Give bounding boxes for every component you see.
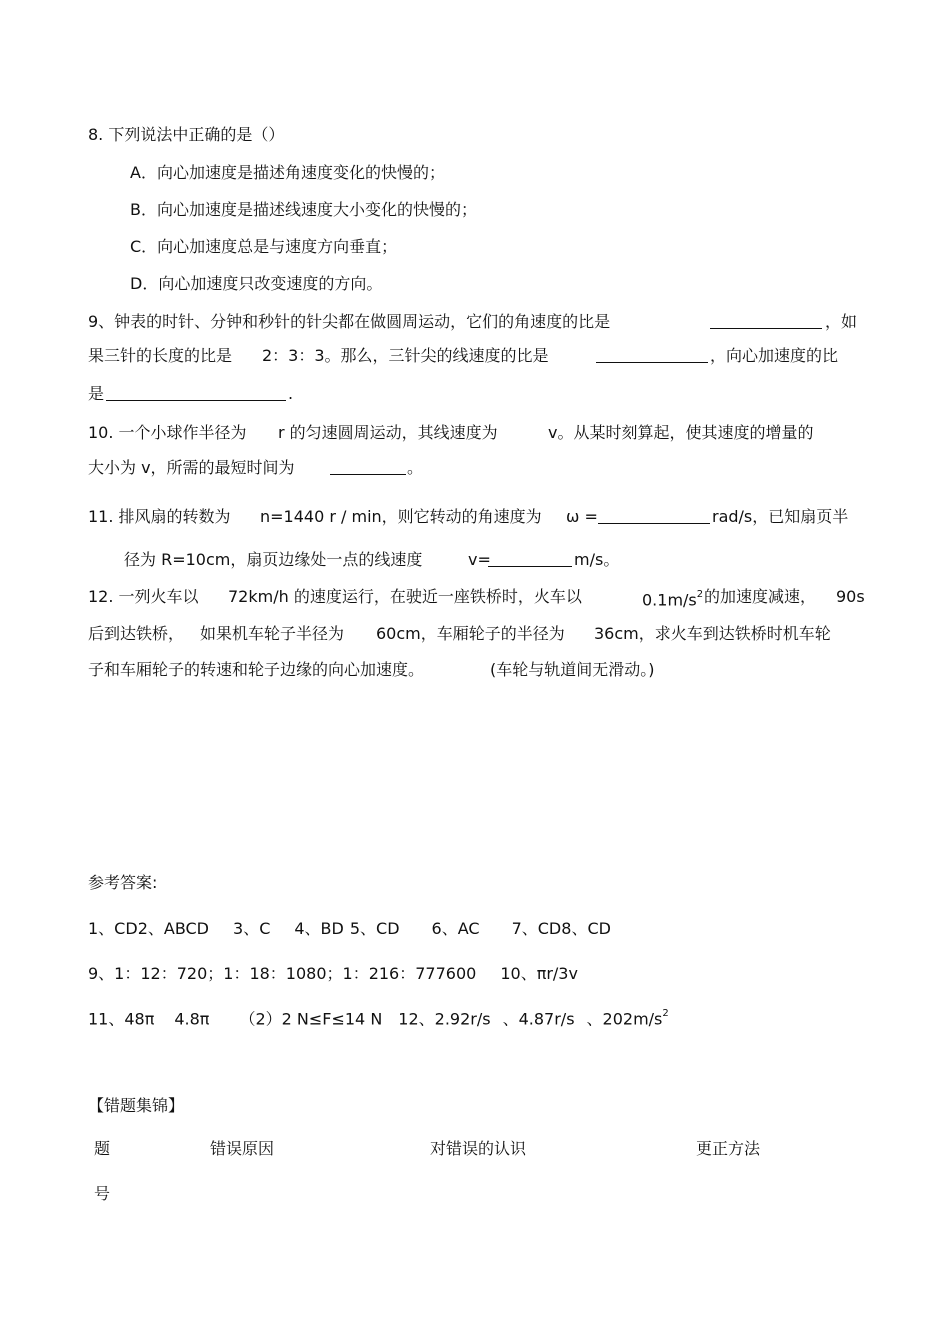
- answer-12c: 、202m/s: [586, 1009, 663, 1029]
- errors-header-correction: 更正方法: [696, 1139, 761, 1158]
- q12-line2-b: 如果机车轮子半径为: [200, 624, 345, 643]
- q10-line1-c: v。从某时刻算起，使其速度的增量的: [548, 423, 814, 442]
- q12-line2-a: 后到达铁桥，: [88, 624, 185, 643]
- answer-1: 1、CD: [88, 919, 138, 938]
- q12-line3-a: 子和车厢轮子的转速和轮子边缘的向心加速度。: [88, 660, 425, 679]
- q11-line1-a: 11. 排风扇的转数为: [88, 507, 231, 526]
- q11-line2-c: m/s。: [574, 550, 620, 569]
- q10-line1-a: 10. 一个小球作半径为: [88, 423, 247, 442]
- q11-line1-d: rad/s，已知扇页半: [712, 507, 849, 526]
- q12-line1-b: 72km/h 的速度运行，在驶近一座铁桥时，火车以: [228, 587, 582, 606]
- q12-line3-b: (车轮与轨道间无滑动。): [490, 660, 655, 679]
- q9-line1-end: ，如: [825, 312, 858, 331]
- errors-title: 【错题集锦】: [88, 1096, 185, 1115]
- q8-option-c: C．向心加速度总是与速度方向垂直；: [130, 237, 398, 256]
- q12-line1-e: 90s: [836, 587, 865, 606]
- answer-5: 5、CD: [349, 919, 400, 938]
- q12-line1-c: $0.1m/s^2$: [642, 589, 704, 610]
- q8-stem: 8. 下列说法中正确的是（）: [88, 125, 285, 144]
- q11-line1-b: n=1440 r / min，则它转动的角速度为: [260, 507, 542, 526]
- q11-line1-c: ω =: [566, 507, 598, 526]
- q8-option-a: A．向心加速度是描述角速度变化的快慢的；: [130, 163, 445, 182]
- answer-2: 2、ABCD: [137, 919, 210, 938]
- answer-4: 4、BD: [294, 919, 344, 938]
- answers-row3: [88, 1005, 669, 1030]
- errors-header-reason: 错误原因: [210, 1139, 275, 1158]
- errors-header-number: 题: [94, 1139, 111, 1158]
- q9-line2-text: 果三针的长度的比是: [88, 346, 233, 365]
- answer-11a: 11、48π: [88, 1009, 155, 1029]
- answer-11c: （2）2 N≤F≤14 N: [239, 1009, 383, 1029]
- q9-line3-text: 是: [88, 384, 105, 403]
- answers-row2: [88, 963, 578, 985]
- answer-3: 3、C: [233, 919, 271, 938]
- answer-8: 8、CD: [561, 919, 611, 938]
- q9-line1-text: 9、钟表的时针、分钟和秒针的针尖都在做圆周运动，它们的角速度的比是: [88, 312, 611, 331]
- answer-9: 9、1：12：720；1：18：1080；1：216：777600: [88, 964, 477, 983]
- q11-line2-b: v=: [468, 550, 491, 569]
- q8-option-d: D．向心加速度只改变速度的方向。: [130, 274, 383, 293]
- answer-6: 6、AC: [431, 919, 480, 938]
- q12-line1-d: 的加速度减速，: [704, 587, 817, 606]
- answer-12a: 12、2.92r/s: [398, 1009, 491, 1029]
- answer-11b: 4.8π: [174, 1009, 210, 1029]
- q9-line2-end: ，向心加速度的比: [710, 346, 839, 365]
- q12-line2-c: 60cm，车厢轮子的半径为: [376, 624, 565, 643]
- answer-10: 10、πr/3v: [500, 964, 578, 983]
- answers-title: 参考答案:: [88, 873, 158, 892]
- answers-row1: [88, 918, 611, 940]
- q9-blank-accel-ratio[interactable]: [106, 386, 286, 401]
- q9-line2-ratio: 2：3：3。那么，三针尖的线速度的比是: [262, 346, 549, 365]
- q9-blank-angular-ratio[interactable]: [710, 314, 822, 329]
- errors-header-understanding: 对错误的认识: [430, 1139, 527, 1158]
- q10-line2-a: 大小为 v，所需的最短时间为: [88, 458, 295, 477]
- q9-line3-end: .: [288, 384, 294, 403]
- q10-blank-time[interactable]: [330, 460, 406, 475]
- q11-blank-omega[interactable]: [598, 509, 710, 524]
- q11-blank-velocity[interactable]: [488, 552, 572, 567]
- answer-12c-sup: 2: [662, 1008, 669, 1019]
- q9-blank-linear-ratio[interactable]: [596, 348, 708, 363]
- q12-line1-a: 12. 一列火车以: [88, 587, 199, 606]
- q10-line1-b: r 的匀速圆周运动，其线速度为: [278, 423, 498, 442]
- answer-7: 7、CD: [511, 919, 562, 938]
- answer-12b: 、4.87r/s: [502, 1009, 575, 1029]
- q10-line2-end: 。: [407, 458, 424, 477]
- q8-option-b: B．向心加速度是描述线速度大小变化的快慢的；: [130, 200, 477, 219]
- q12-line2-d: 36cm，求火车到达铁桥时机车轮: [594, 624, 831, 643]
- errors-header-number-cont: 号: [94, 1184, 111, 1203]
- q11-line2-a: 径为 R=10cm，扇页边缘处一点的线速度: [124, 550, 423, 569]
